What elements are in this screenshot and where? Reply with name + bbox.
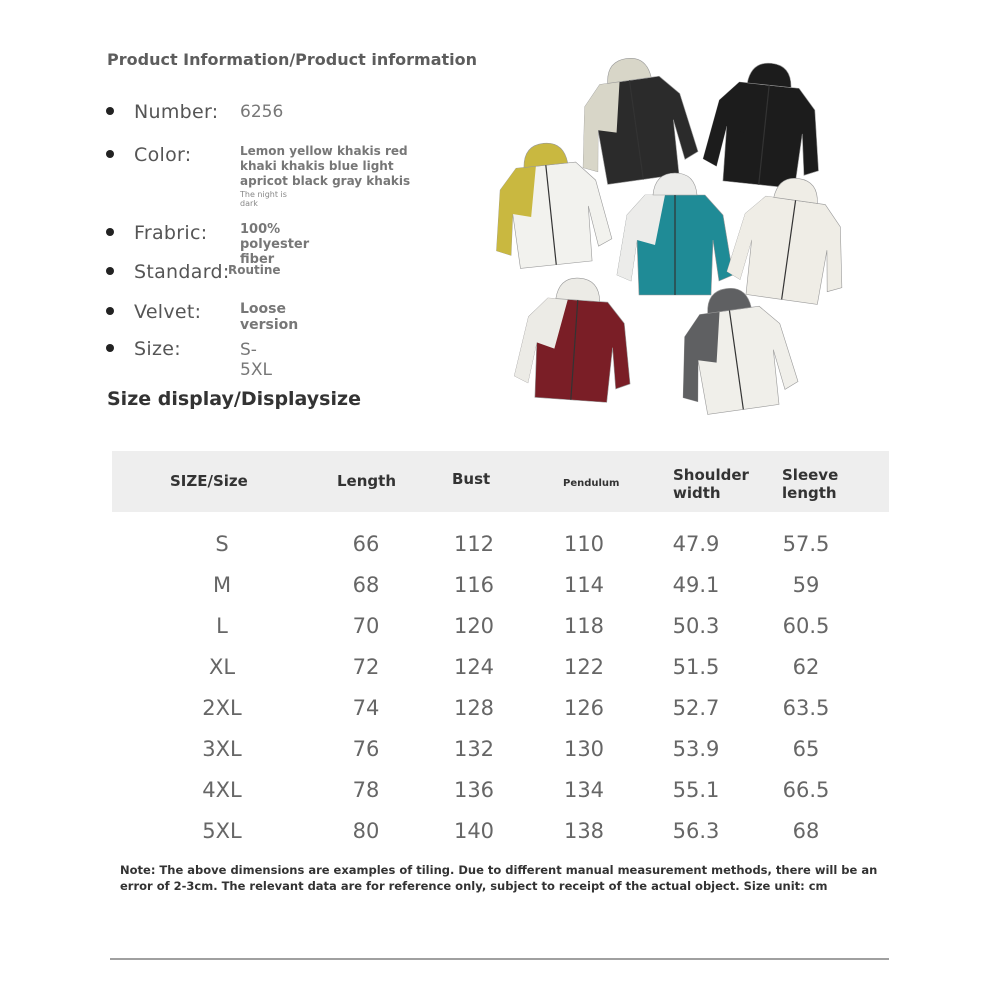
info-label: Number: — [134, 101, 219, 123]
table-cell: 138 — [563, 819, 605, 843]
table-cell: 47.9 — [672, 532, 720, 556]
table-cell: 70 — [352, 614, 380, 638]
table-cell: 80 — [352, 819, 380, 843]
bullet-icon — [106, 267, 114, 275]
info-value: Routine — [228, 263, 281, 277]
info-row-size — [106, 338, 272, 380]
info-label: Frabric: — [134, 222, 208, 244]
table-cell: 49.1 — [672, 573, 720, 597]
table-cell: 140 — [453, 819, 495, 843]
bullet-icon — [106, 344, 114, 352]
header-bust: Bust — [452, 470, 491, 488]
table-cell: 3XL — [202, 737, 242, 761]
table-cell: 5XL — [202, 819, 242, 843]
info-row-standard — [106, 261, 281, 283]
size-display-title: Size display/Displaysize — [107, 388, 361, 410]
header-size: SIZE/Size — [170, 472, 248, 490]
measurement-note: Note: The above dimensions are examples of tiling. Due to different manual measurement methods, there will be an error of 2-3cm. The relevant data are for reference only, subject to receipt of the actual object. Size unit: cm — [120, 863, 878, 893]
table-cell: 53.9 — [672, 737, 720, 761]
table-cell: 60.5 — [782, 614, 830, 638]
info-value: Loose version — [240, 301, 299, 333]
info-value: 6256 — [240, 102, 284, 122]
table-cell: L — [216, 614, 228, 638]
table-row — [0, 778, 1000, 819]
table-cell: 57.5 — [782, 532, 830, 556]
table-row — [0, 696, 1000, 737]
black-jacket — [701, 57, 829, 190]
info-value-note: The night is dark — [240, 190, 287, 208]
table-cell: 116 — [453, 573, 495, 597]
info-value: Lemon yellow khakis red khaki khakis blue light apricot black gray khakis — [240, 144, 411, 188]
product-info-title: Product Information/Product information — [107, 50, 478, 69]
table-cell: M — [212, 573, 232, 597]
table-cell: 130 — [563, 737, 605, 761]
table-cell: 134 — [563, 778, 605, 802]
table-cell: 136 — [453, 778, 495, 802]
info-value: S-5XL — [240, 340, 272, 380]
table-cell: 118 — [563, 614, 605, 638]
table-cell: 110 — [563, 532, 605, 556]
table-cell: 72 — [352, 655, 380, 679]
gray-khaki-jacket — [669, 281, 801, 418]
table-cell: 50.3 — [672, 614, 720, 638]
table-cell: 122 — [563, 655, 605, 679]
table-cell: 126 — [563, 696, 605, 720]
table-cell: 63.5 — [782, 696, 830, 720]
info-label: Standard: — [134, 261, 230, 283]
table-cell: 124 — [453, 655, 495, 679]
table-cell: 68 — [352, 573, 380, 597]
table-row — [0, 614, 1000, 655]
info-row-fabric — [106, 222, 310, 267]
header-length: Length — [337, 472, 396, 490]
table-cell: 4XL — [202, 778, 242, 802]
table-cell: 68 — [792, 819, 820, 843]
table-cell: 62 — [792, 655, 820, 679]
table-cell: 52.7 — [672, 696, 720, 720]
red-khaki-jacket — [513, 274, 637, 404]
bullet-icon — [106, 228, 114, 236]
khaki-black-jacket — [569, 51, 701, 188]
table-cell: 78 — [352, 778, 380, 802]
table-cell: 56.3 — [672, 819, 720, 843]
header-pendulum: Pendulum — [563, 478, 620, 489]
table-cell: 76 — [352, 737, 380, 761]
info-label: Velvet: — [134, 301, 202, 323]
table-cell: 65 — [792, 737, 820, 761]
size-table-header — [112, 451, 889, 512]
info-row-velvet — [106, 301, 299, 333]
table-cell: 74 — [352, 696, 380, 720]
divider — [110, 958, 889, 960]
table-cell: 66 — [352, 532, 380, 556]
bullet-icon — [106, 150, 114, 158]
info-row-number — [106, 101, 284, 123]
header-shoulder-width: Shoulder width — [673, 466, 749, 502]
table-row — [0, 573, 1000, 614]
table-row — [0, 819, 1000, 860]
table-cell: 51.5 — [672, 655, 720, 679]
info-value: 100% polyester fiber — [240, 222, 310, 267]
bullet-icon — [106, 107, 114, 115]
table-cell: 112 — [453, 532, 495, 556]
info-label: Size: — [134, 338, 181, 360]
light-apricot-jacket — [724, 171, 856, 308]
header-sleeve-length: Sleeve length — [782, 466, 839, 502]
info-row-color — [106, 144, 411, 208]
blue-jacket — [617, 173, 733, 295]
table-cell: 132 — [453, 737, 495, 761]
table-row — [0, 737, 1000, 778]
product-jackets-image — [480, 40, 880, 440]
table-cell: 59 — [792, 573, 820, 597]
info-label: Color: — [134, 144, 192, 166]
bullet-icon — [106, 307, 114, 315]
table-cell: 55.1 — [672, 778, 720, 802]
table-row — [0, 532, 1000, 573]
table-cell: S — [215, 532, 229, 556]
table-cell: XL — [208, 655, 236, 679]
table-cell: 66.5 — [782, 778, 830, 802]
table-cell: 2XL — [202, 696, 242, 720]
table-cell: 114 — [563, 573, 605, 597]
table-row — [0, 655, 1000, 696]
info-value-block — [240, 144, 440, 208]
table-cell: 128 — [453, 696, 495, 720]
table-cell: 120 — [453, 614, 495, 638]
